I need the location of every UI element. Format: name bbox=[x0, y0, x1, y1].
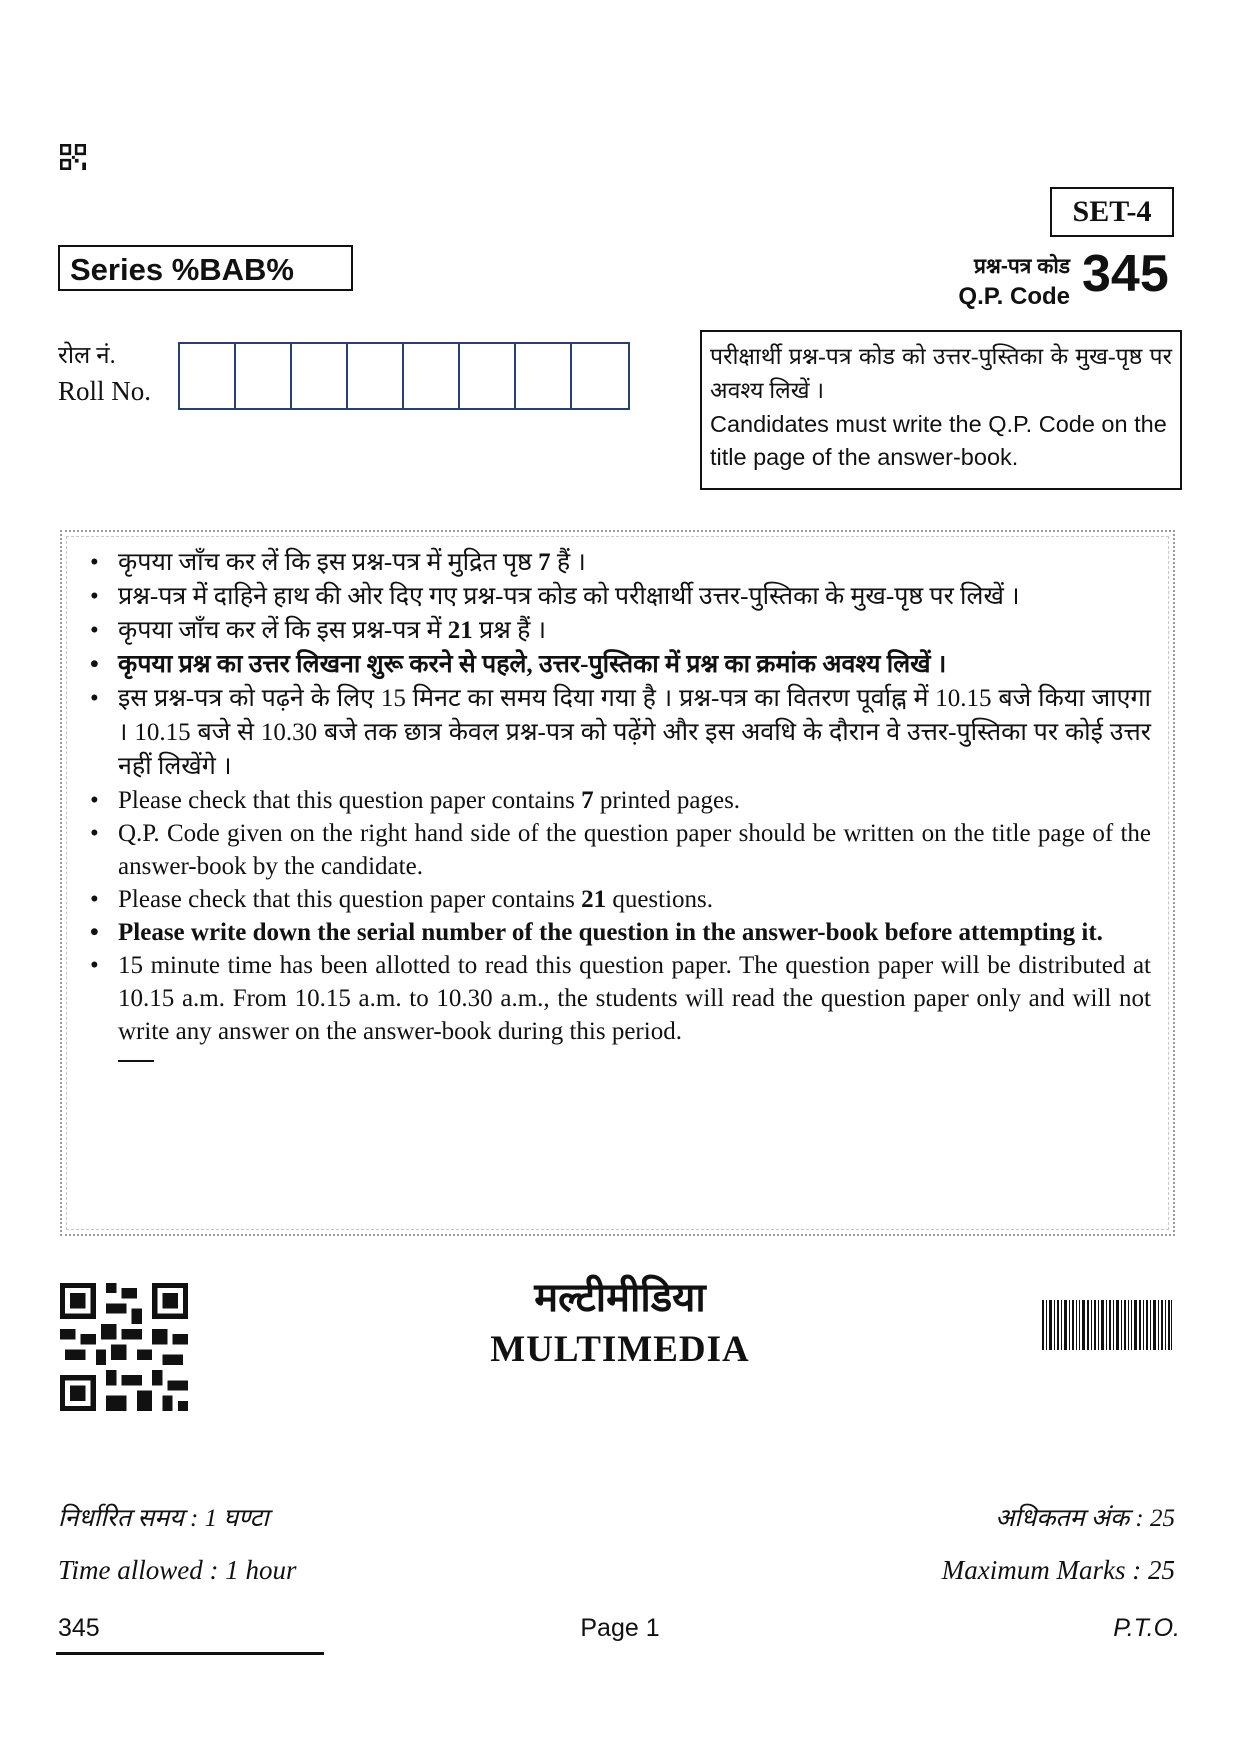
bullet-icon: • bbox=[90, 651, 99, 678]
instruction-text: Please check that this question paper contains bbox=[118, 886, 582, 913]
instruction-item bbox=[84, 916, 1151, 949]
bullet-icon: • bbox=[90, 952, 99, 979]
footer-qp-code: 345 bbox=[58, 1614, 100, 1642]
notice-hindi: परीक्षार्थी प्रश्न-पत्र कोड को उत्तर-पुस्तिका के मुख-पृष्ठ पर अवश्य लिखें । bbox=[710, 344, 1172, 403]
pto-label: P.T.O. bbox=[1113, 1614, 1180, 1642]
instruction-emphasis: 21 bbox=[581, 886, 607, 913]
instruction-text: 15 minute time has been allotted to read this question paper. The question paper will be distributed at 10.15 a.m. From 10.15 a.m. to 10.30 a.m., the students will read the question paper only and will not write any answer on the answer-book during this period. bbox=[118, 952, 1151, 1045]
instruction-item bbox=[84, 546, 1151, 580]
bullet-icon: • bbox=[90, 787, 99, 814]
instruction-text: कृपया जाँच कर लें कि इस प्रश्न-पत्र में bbox=[118, 617, 448, 644]
instruction-item bbox=[84, 614, 1151, 648]
qr-code bbox=[60, 1283, 188, 1411]
roll-digit-box[interactable] bbox=[180, 344, 236, 408]
instructions-list bbox=[84, 546, 1151, 1048]
footer-underline bbox=[56, 1652, 324, 1655]
instruction-emphasis: 7 bbox=[538, 549, 551, 576]
bullet-icon: • bbox=[90, 617, 99, 644]
instruction-emphasis: 7 bbox=[581, 787, 594, 814]
bullet-icon: • bbox=[90, 919, 99, 946]
roll-label-hindi: रोल नं. bbox=[58, 343, 116, 369]
instruction-item bbox=[84, 580, 1151, 614]
instruction-emphasis: 21 bbox=[447, 617, 473, 644]
bullet-icon: • bbox=[90, 549, 99, 576]
instruction-text-tail: प्रश्न हैं । bbox=[472, 617, 547, 644]
instruction-text: Please write down the serial number of the question in the answer-book before attempting it. bbox=[118, 919, 1103, 946]
roll-label: Roll No. bbox=[58, 376, 152, 406]
maximum-marks-hindi: अधिकतम अंक : 25 bbox=[995, 1505, 1175, 1532]
instruction-text: प्रश्न-पत्र में दाहिने हाथ की ओर दिए गए प्रश्न-पत्र कोड को परीक्षार्थी उत्तर-पुस्तिका के मुख-पृष्ठ पर लिखें । bbox=[118, 583, 1020, 610]
instruction-item bbox=[84, 682, 1151, 784]
instruction-text: कृपया जाँच कर लें कि इस प्रश्न-पत्र में मुद्रित पृष्ठ bbox=[118, 549, 539, 576]
instruction-text: Q.P. Code given on the right hand side of the question paper should be written on the title page of the answer-book by the candidate. bbox=[118, 820, 1151, 880]
notice-english: Candidates must write the Q.P. Code on the title page of the answer-book. bbox=[710, 411, 1167, 470]
instruction-item bbox=[84, 817, 1151, 883]
qp-code-number: 345 bbox=[1082, 245, 1169, 303]
bullet-icon: • bbox=[90, 886, 99, 913]
roll-digit-box[interactable] bbox=[404, 344, 460, 408]
roll-digit-box[interactable] bbox=[516, 344, 572, 408]
bullet-icon: • bbox=[90, 820, 99, 847]
instruction-item bbox=[84, 648, 1151, 682]
instruction-item bbox=[84, 949, 1151, 1048]
page-number: Page 1 bbox=[580, 1614, 660, 1642]
roll-digit-box[interactable] bbox=[572, 344, 628, 408]
maximum-marks: Maximum Marks : 25 bbox=[941, 1555, 1175, 1585]
subject-title: MULTIMEDIA bbox=[490, 1329, 750, 1370]
time-allowed: Time allowed : 1 hour bbox=[58, 1555, 297, 1585]
roll-number-boxes[interactable] bbox=[178, 342, 630, 410]
qp-code-label: Q.P. Code bbox=[958, 283, 1070, 310]
instruction-item bbox=[84, 784, 1151, 817]
instruction-text-tail: printed pages. bbox=[593, 787, 741, 814]
roll-digit-box[interactable] bbox=[236, 344, 292, 408]
qp-code-label-hindi: प्रश्न-पत्र कोड bbox=[974, 255, 1070, 278]
instruction-text: इस प्रश्न-पत्र को पढ़ने के लिए 15 मिनट का समय दिया गया है । प्रश्न-पत्र का वितरण पूर्वाह्न में 10.15 बजे किया जाएगा । 10.15 बजे से 10.30 बजे तक छात्र केवल प्रश्न-पत्र को पढ़ेंगे और इस अवधि के दौरान वे उत्तर-पुस्तिका पर कोई उत्तर नहीं लिखेंगे । bbox=[118, 685, 1151, 780]
roll-digit-box[interactable] bbox=[460, 344, 516, 408]
instruction-text: Please check that this question paper contains bbox=[118, 787, 582, 814]
series-label: Series %BAB% bbox=[58, 245, 353, 291]
instruction-item bbox=[84, 883, 1151, 916]
time-allowed-hindi: निर्धारित समय : 1 घण्टा bbox=[58, 1505, 269, 1532]
small-qr-code bbox=[60, 144, 86, 170]
instruction-text-tail: questions. bbox=[606, 886, 714, 913]
qp-code-notice bbox=[700, 330, 1182, 490]
instruction-text: कृपया प्रश्न का उत्तर लिखना शुरू करने से पहले, उत्तर-पुस्तिका में प्रश्न का क्रमांक अवश्य लिखें । bbox=[118, 651, 947, 678]
roll-digit-box[interactable] bbox=[348, 344, 404, 408]
subject-title-hindi: मल्टीमीडिया bbox=[534, 1275, 706, 1320]
barcode bbox=[1042, 1300, 1172, 1350]
set-label: SET-4 bbox=[1050, 187, 1174, 237]
bullet-icon: • bbox=[90, 685, 99, 712]
instruction-text-tail: हैं । bbox=[550, 549, 586, 576]
bullet-icon: • bbox=[90, 583, 99, 610]
roll-digit-box[interactable] bbox=[292, 344, 348, 408]
instructions-box bbox=[60, 530, 1175, 1236]
